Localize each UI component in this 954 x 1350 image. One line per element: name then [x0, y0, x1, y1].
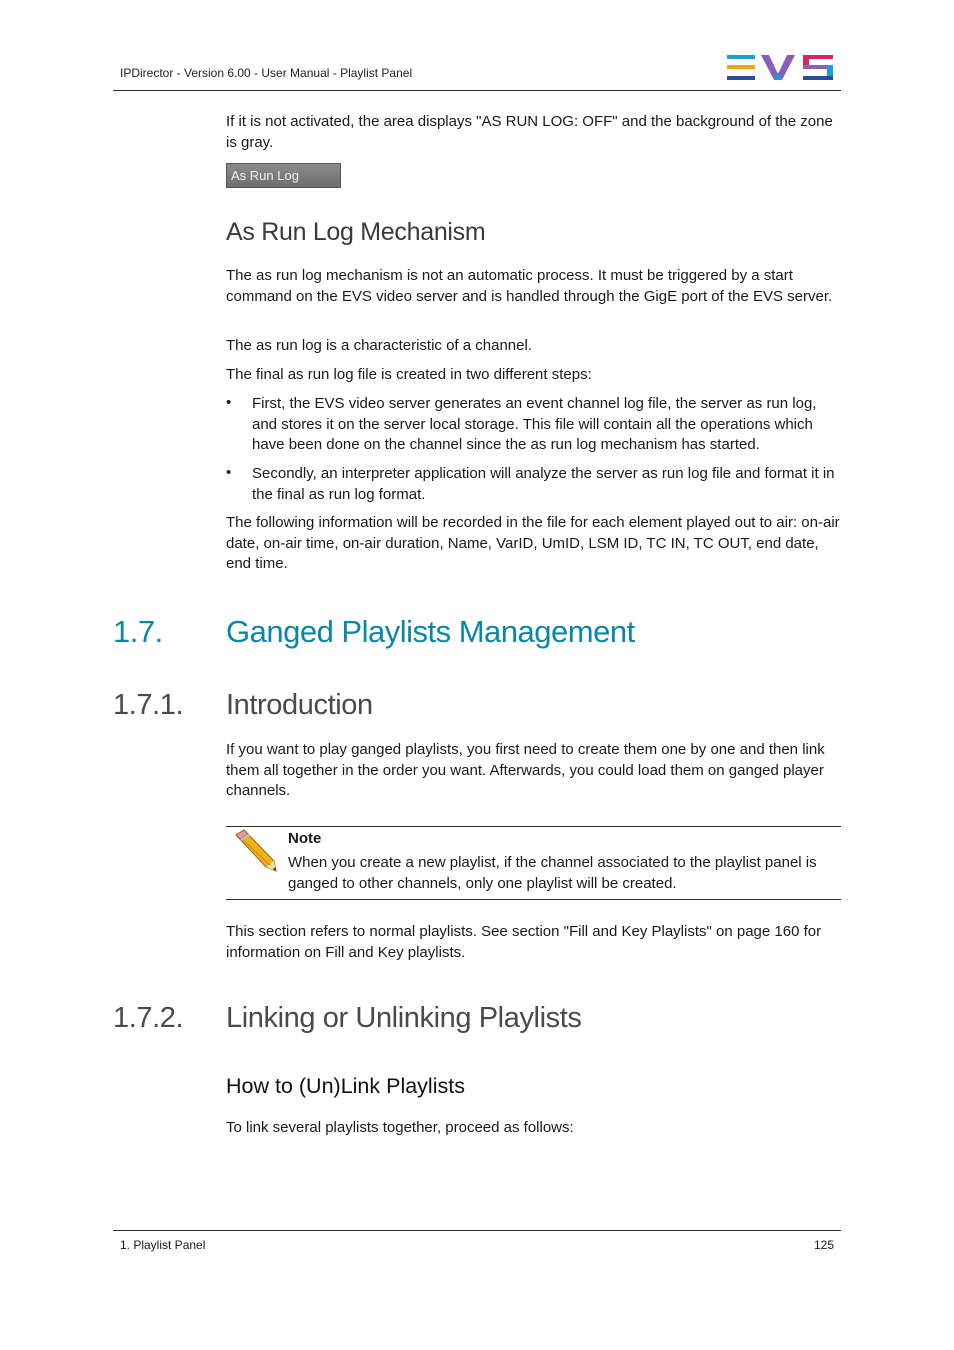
as-run-p4: The following information will be recorded in the file for each element played out to air: on-air date, on-air time, on-air duration, Name, VarID, UmID, LSM ID, TC IN, TC OUT, end date, end time. — [226, 514, 840, 572]
running-header: IPDirector - Version 6.00 - User Manual - Playlist Panel — [120, 66, 413, 80]
as-run-log-mechanism-heading: As Run Log Mechanism — [226, 218, 486, 246]
section-1-7-number: 1.7. — [113, 614, 163, 649]
bullet-item-1: First, the EVS video server generates an event channel log file, the server as run log, and stores it on the server local storage. This file will contain all the operations which have been done on the channel since the as run log mechanism has started. — [252, 395, 817, 453]
as-run-p1: The as run log mechanism is not an automatic process. It must be triggered by a start command on the EVS video server and is handled through the GigE port of the EVS server. — [226, 267, 833, 305]
section-1-7-1-title: Introduction — [226, 689, 373, 721]
bullet-marker-2: • — [226, 464, 232, 481]
as-run-log-label: As Run Log — [231, 168, 299, 183]
pencil-icon — [230, 829, 280, 873]
evs-logo — [727, 54, 833, 82]
as-run-p2: The as run log is a characteristic of a channel. — [226, 337, 532, 354]
page-number: 125 — [813, 1238, 834, 1252]
as-run-p3: The final as run log file is created in two different steps: — [226, 366, 592, 383]
section-1-7-title: Ganged Playlists Management — [226, 614, 635, 649]
note-text: When you create a new playlist, if the channel associated to the playlist panel is ganged to other channels, only one playlist will be created. — [288, 854, 817, 892]
bullet-item-2: Secondly, an interpreter application will analyze the server as run log file and format it in the final as run log format. — [252, 465, 835, 503]
header-divider — [113, 90, 841, 91]
bullet-marker-1: • — [226, 394, 232, 411]
link-playlists-paragraph: To link several playlists together, proceed as follows: — [226, 1119, 574, 1136]
section-1-7-2-title: Linking or Unlinking Playlists — [226, 1002, 582, 1034]
how-to-link-heading: How to (Un)Link Playlists — [226, 1074, 465, 1098]
footer-chapter: 1. Playlist Panel — [120, 1238, 206, 1252]
introduction-paragraph: If you want to play ganged playlists, you first need to create them one by one and then link them all together in the order you want. Afterwards, you could load them on ganged player channels. — [226, 741, 825, 799]
normal-playlists-paragraph: This section refers to normal playlists. See section "Fill and Key Playlists" on page 160 for information on Fill and Key playlists. — [226, 923, 822, 961]
note-top-rule — [226, 826, 841, 827]
section-1-7-1-number: 1.7.1. — [113, 689, 184, 721]
note-title: Note — [288, 830, 322, 847]
footer-divider — [113, 1230, 841, 1231]
section-1-7-2-number: 1.7.2. — [113, 1002, 184, 1034]
intro-paragraph: If it is not activated, the area displays "AS RUN LOG: OFF" and the background of the zone is gray. — [226, 113, 833, 151]
as-run-log-off-indicator — [226, 163, 341, 188]
note-bottom-rule — [226, 899, 841, 900]
